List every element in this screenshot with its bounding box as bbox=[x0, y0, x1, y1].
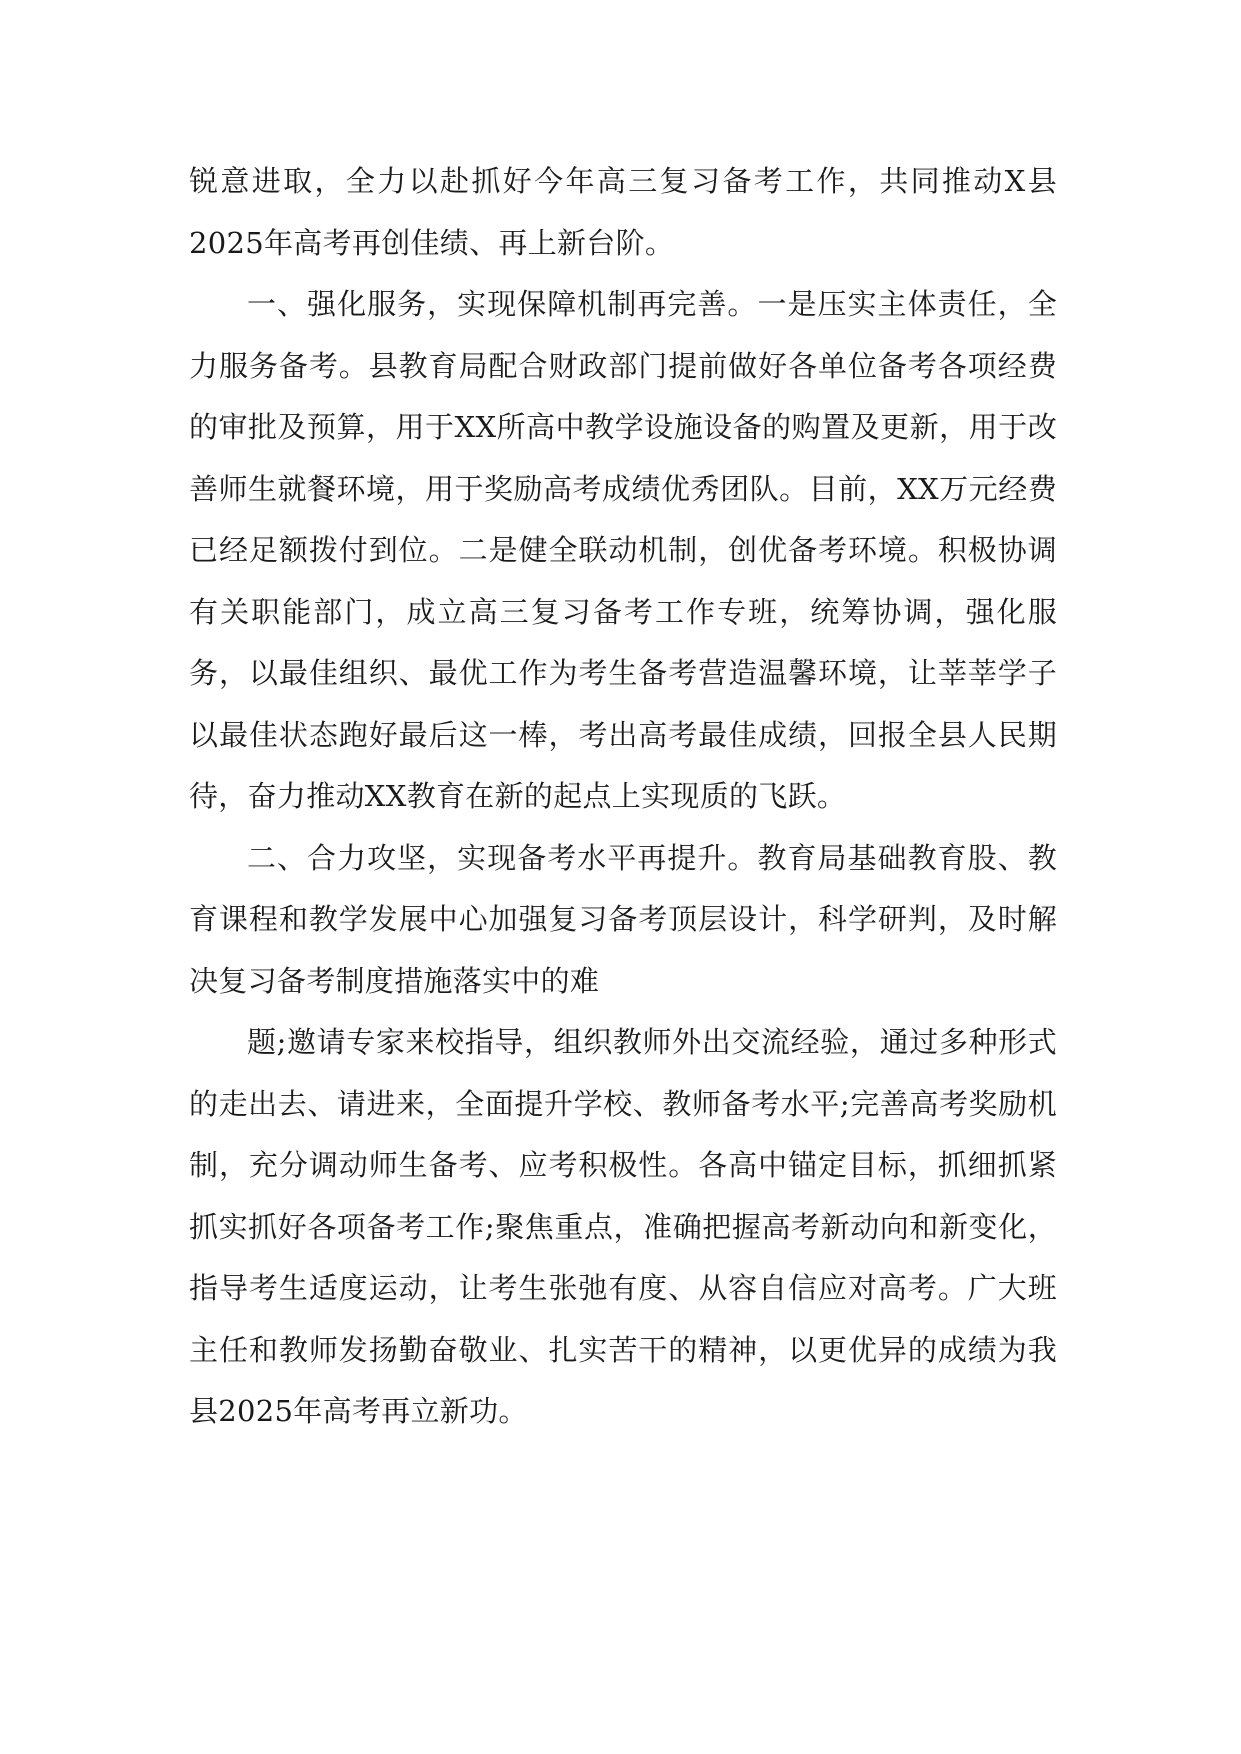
paragraph-intro: 锐意进取，全力以赴抓好今年高三复习备考工作，共同推动X县2025年高考再创佳绩、再上新台阶。 bbox=[189, 164, 1057, 260]
paragraph-section-two: 二、合力攻坚，实现备考水平再提升。教育局基础教育股、教育课程和教学发展中心加强复习备考顶层设计，科学研判，及时解决复习备考制度措施落实中的难 bbox=[189, 840, 1057, 998]
paragraph-section-one: 一、强化服务，实现保障机制再完善。一是压实主体责任，全力服务备考。县教育局配合财政部门提前做好各单位备考各项经费的审批及预算，用于XX所高中教学设施设备的购置及更新，用于改善师生就餐环境，用于奖励高考成绩优秀团队。目前，XX万元经费已经足额拨付到位。二是健全联动机制，创优备考环境。积极协调有关职能部门，成立高三复习备考工作专班，统筹协调，强化服务，以最佳组织、最优工作为考生备考营造温馨环境，让莘莘学子以最佳状态跑好最后这一棒，考出高考最佳成绩，回报全县人民期待，奋力推动XX教育在新的起点上实现质的飞跃。 bbox=[189, 287, 1057, 813]
paragraph-section-two-continued: 题;邀请专家来校指导，组织教师外出交流经验，通过多种形式的走出去、请进来，全面提升学校、教师备考水平;完善高考奖励机制，充分调动师生备考、应考积极性。各高中锚定目标，抓细抓紧抓实抓好各项备考工作;聚焦重点，准确把握高考新动向和新变化，指导考生适度运动，让考生张弛有度、从容自信应对高考。广大班主任和教师发扬勤奋敬业、扎实苦干的精神，以更优异的成绩为我县2025年高考再立新功。 bbox=[189, 1025, 1057, 1428]
document-body bbox=[189, 151, 1057, 1443]
